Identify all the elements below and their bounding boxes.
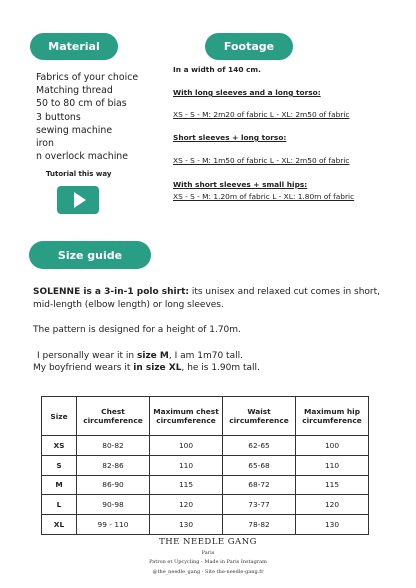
my-size-note: I personally wear it in size M, I am 1m70 tall.	[37, 351, 243, 361]
play-icon	[74, 192, 86, 208]
material-heading: Material	[30, 33, 118, 60]
max-chest-header: Maximum chest circumference	[150, 397, 223, 436]
footage-section-line: XS - S - M: 2m20 of fabric L - XL: 2m50 of fabric	[173, 110, 350, 119]
table-cell: 73-77	[223, 495, 296, 515]
table-cell: 82-86	[77, 455, 150, 475]
intro-rest: its unisex and relaxed cut comes in short, mid-length (elbow length) or long sleeves.	[33, 287, 381, 310]
tutorial-label: Tutorial this way	[46, 170, 112, 178]
footage-section-heading: Short sleeves + long torso:	[173, 133, 287, 142]
size-cell: S	[42, 455, 77, 475]
size-table	[41, 396, 369, 535]
table-cell: 100	[296, 436, 369, 456]
intro-bold: SOLENNE is a 3-in-1 polo shirt:	[33, 287, 189, 297]
material-item: iron	[36, 138, 54, 150]
size-header: Size	[42, 397, 77, 436]
table-cell: 115	[296, 475, 369, 495]
footage-heading: Footage	[205, 33, 293, 60]
table-cell: 130	[150, 515, 223, 535]
material-item: Fabrics of your choice	[36, 72, 139, 83]
table-cell: 86-90	[77, 475, 150, 495]
footage-width-note: In a width of 140 cm.	[173, 65, 261, 74]
materials-list	[36, 71, 138, 163]
table-cell: 100	[150, 436, 223, 456]
max-hip-header: Maximum hip circumference	[296, 397, 369, 436]
waist-header: Waist circumference	[223, 397, 296, 436]
table-cell: 65-68	[223, 455, 296, 475]
size-cell: XL	[42, 515, 77, 535]
material-item: 50 to 80 cm of bias	[36, 98, 127, 110]
size-guide-heading: Size guide	[29, 241, 151, 269]
table-cell: 130	[296, 515, 369, 535]
table-row	[42, 515, 369, 535]
table-cell: 110	[150, 455, 223, 475]
boyfriend-size-note: My boyfriend wears it in size XL, he is 1.90m tall.	[33, 363, 260, 373]
table-cell: 99 - 110	[77, 515, 150, 535]
table-row	[42, 495, 369, 515]
chest-header: Chest circumference	[77, 397, 150, 436]
footer-tagline: Patron et Upcycling - Made in Paris Instagram	[149, 559, 267, 565]
material-item: sewing machine	[36, 124, 113, 136]
table-cell: 80-82	[77, 436, 150, 456]
table-row	[42, 475, 369, 495]
table-cell: 62-65	[223, 436, 296, 456]
table-row	[42, 455, 369, 475]
table-cell: 120	[150, 495, 223, 515]
footage-section-line: XS - S - M: 1m50 of fabric L - XL: 2m50 of fabric	[173, 156, 350, 165]
table-cell: 120	[296, 495, 369, 515]
table-cell: 115	[150, 475, 223, 495]
size-cell: XS	[42, 436, 77, 456]
brand-name: THE NEEDLE GANG	[159, 537, 257, 547]
footage-section-heading: With long sleeves and a long torso:	[173, 88, 321, 97]
size-table-header	[42, 397, 369, 436]
table-cell: 68-72	[223, 475, 296, 495]
size-cell: L	[42, 495, 77, 515]
footer-contact: @the_needle_gang - Site the-needle-gang.fr	[152, 569, 264, 575]
material-item: Matching thread	[36, 85, 113, 97]
size-cell: M	[42, 475, 77, 495]
height-note: The pattern is designed for a height of 1.70m.	[33, 325, 241, 335]
material-item: n overlock machine	[36, 151, 129, 163]
tutorial-play-button[interactable]	[57, 186, 99, 214]
footer-city: Paris	[201, 550, 215, 556]
footage-section-line: XS - S - M: 1.20m of fabric L - XL: 1.80m of fabric	[173, 192, 355, 201]
table-cell: 90-98	[77, 495, 150, 515]
footage-section-heading: With short sleeves + small hips:	[173, 180, 308, 189]
size-guide-intro	[33, 286, 383, 312]
table-row	[42, 436, 369, 456]
table-cell: 110	[296, 455, 369, 475]
table-cell: 78-82	[223, 515, 296, 535]
material-item: 3 buttons	[36, 111, 81, 123]
